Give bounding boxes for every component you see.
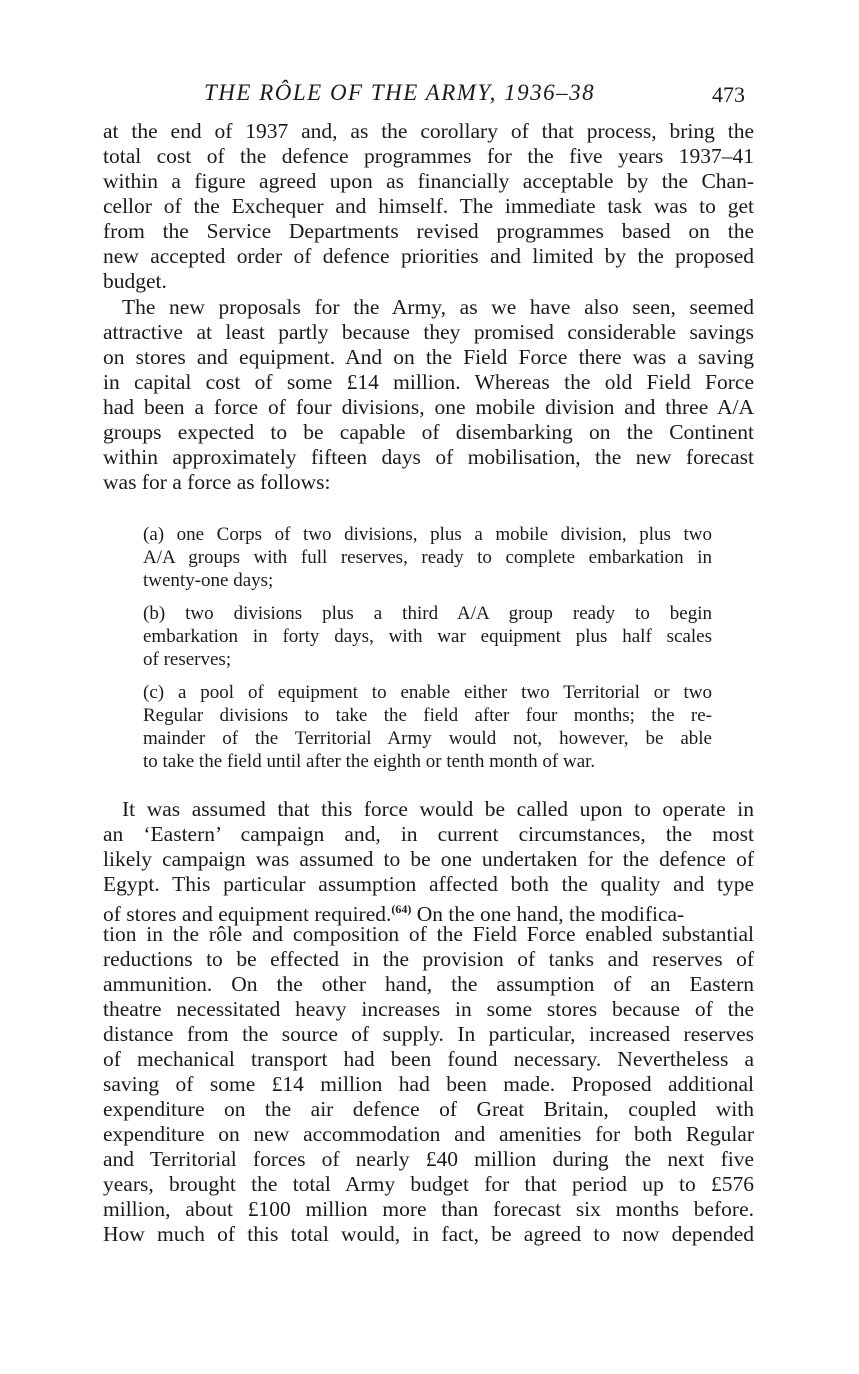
running-title: THE RÔLE OF THE ARMY, 1936–38 — [204, 80, 596, 105]
text-line: budget. — [103, 269, 167, 293]
text-line: tion in the rôle and composition of the Field Force enabled substantial — [103, 922, 754, 946]
text-line: saving of some £14 million had been made. Proposed additional — [103, 1072, 754, 1096]
text-line: cellor of the Exchequer and himself. The immediate task was to get — [103, 194, 754, 218]
text-line: attractive at least partly because they promised considerable savings — [103, 320, 754, 344]
text-line: groups expected to be capable of disembarking on the Continent — [103, 420, 754, 444]
text-line: from the Service Departments revised programmes based on the — [103, 219, 754, 243]
text-line: and Territorial forces of nearly £40 million during the next five — [103, 1147, 754, 1171]
text-line: had been a force of four divisions, one mobile division and three A/A — [103, 395, 754, 419]
text-line: (c) a pool of equipment to enable either two Territorial or two — [143, 682, 712, 703]
text-line: on stores and equipment. And on the Field Force there was a saving — [103, 345, 754, 369]
running-header — [0, 80, 859, 114]
text-line: within approximately fifteen days of mobilisation, the new forecast — [103, 445, 754, 469]
text-line: A/A groups with full reserves, ready to complete embarkation in — [143, 547, 712, 568]
text-line: The new proposals for the Army, as we have also seen, seemed — [122, 295, 754, 319]
text-line: expenditure on new accommodation and amenities for both Regular — [103, 1122, 754, 1146]
text-line: expenditure on the air defence of Great Britain, coupled with — [103, 1097, 754, 1121]
text-line: (a) one Corps of two divisions, plus a mobile division, plus two — [143, 524, 712, 545]
text-line: was for a force as follows: — [103, 470, 331, 494]
text-line: twenty-one days; — [143, 570, 274, 591]
text-line: likely campaign was assumed to be one undertaken for the defence of — [103, 847, 754, 871]
text-line: total cost of the defence programmes for the five years 1937–41 — [103, 144, 754, 168]
text-line: (b) two divisions plus a third A/A group ready to begin — [143, 603, 712, 624]
text-line: of reserves; — [143, 649, 232, 670]
text-line: reductions to be effected in the provision of tanks and reserves of — [103, 947, 754, 971]
text-line: mainder of the Territorial Army would not, however, be able — [143, 728, 712, 749]
text-line: embarkation in forty days, with war equipment plus half scales — [143, 626, 712, 647]
page-number: 473 — [712, 82, 745, 107]
text-line: an ‘Eastern’ campaign and, in current circumstances, the most — [103, 822, 754, 846]
text-line: new accepted order of defence priorities and limited by the proposed — [103, 244, 754, 268]
text-segment: of stores and equipment required. — [103, 902, 392, 927]
text-line: within a figure agreed upon as financially acceptable by the Chan- — [103, 169, 754, 193]
text-line: Regular divisions to take the field after four months; the re- — [143, 705, 712, 726]
text-line: Egypt. This particular assumption affected both the quality and type — [103, 872, 754, 896]
text-line: theatre necessitated heavy increases in some stores because of the — [103, 997, 754, 1021]
text-line: It was assumed that this force would be called upon to operate in — [122, 797, 754, 821]
text-segment: On the one hand, the modifica- — [411, 902, 685, 927]
text-line: to take the field until after the eighth or tenth month of war. — [143, 751, 596, 772]
text-line: million, about £100 million more than forecast six months before. — [103, 1197, 754, 1221]
footnote-reference[interactable]: (64) — [391, 902, 412, 916]
text-line: ammunition. On the other hand, the assumption of an Eastern — [103, 972, 754, 996]
text-line: in capital cost of some £14 million. Whereas the old Field Force — [103, 370, 754, 394]
text-line: at the end of 1937 and, as the corollary of that process, bring the — [103, 119, 754, 143]
text-line: How much of this total would, in fact, be agreed to now depended — [103, 1222, 754, 1246]
text-line: of mechanical transport had been found necessary. Nevertheless a — [103, 1047, 754, 1071]
text-line: years, brought the total Army budget for that period up to £576 — [103, 1172, 754, 1196]
text-line: distance from the source of supply. In particular, increased reserves — [103, 1022, 754, 1046]
